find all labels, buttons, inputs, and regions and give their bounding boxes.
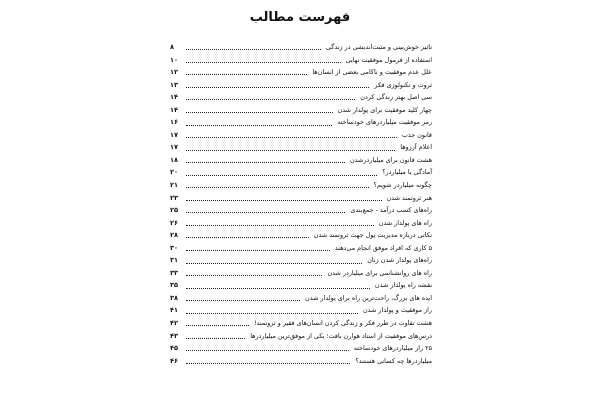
toc-entry-title: ایده های بزرگ، راحت‌ترین راه برای پولدار شدن xyxy=(305,293,432,302)
dot-leader xyxy=(186,224,374,226)
toc-entry-title: هشت قانون برای میلیاردرشدن xyxy=(349,155,432,164)
dot-leader xyxy=(186,73,307,75)
toc-entry[interactable] xyxy=(170,254,432,267)
toc-entry[interactable] xyxy=(170,355,432,368)
dot-leader xyxy=(186,61,341,63)
toc-entry[interactable] xyxy=(170,304,432,317)
toc-entry[interactable] xyxy=(170,267,432,280)
toc-entry[interactable] xyxy=(170,104,432,117)
dot-leader xyxy=(186,111,333,113)
toc-entry[interactable] xyxy=(170,154,432,167)
toc-entry-title: هشت تفاوت در طرز فکر و زندگی کردن انسان‌های فقیر و ثروتمند! xyxy=(253,319,432,328)
dot-leader xyxy=(186,287,370,289)
toc-entry-page-number: ۲۶ xyxy=(170,218,179,227)
toc-entry-page-number: ۱۰ xyxy=(170,55,179,64)
toc-entry-page-number: ۳۳ xyxy=(170,268,179,277)
toc-entry-page-number: ۲۰ xyxy=(170,168,179,177)
toc-entry[interactable] xyxy=(170,204,432,217)
toc-entry-title: نقشه راه پولدار شدن xyxy=(374,281,432,290)
toc-entry-page-number: ۲۱ xyxy=(170,181,179,190)
dot-leader xyxy=(186,124,332,126)
toc-entry-title: ۲۵ راز میلیاردرهای خودساخته xyxy=(353,344,432,353)
dot-leader xyxy=(186,98,355,100)
toc-entry-page-number: ۳۱ xyxy=(170,256,179,265)
toc-entry-page-number: ۱۸ xyxy=(170,155,179,164)
toc-entry[interactable] xyxy=(170,242,432,255)
toc-entry-page-number: ۱۴ xyxy=(170,105,179,114)
dot-leader xyxy=(186,262,362,264)
toc-entry[interactable] xyxy=(170,192,432,205)
dot-leader xyxy=(186,349,349,351)
dot-leader xyxy=(186,337,245,339)
toc-entry[interactable] xyxy=(170,54,432,67)
dot-leader xyxy=(186,136,397,138)
toc-entry-title: قانون جذب xyxy=(401,130,432,139)
toc-entry-page-number: ۳۰ xyxy=(170,243,179,252)
toc-entry-page-number: ۲۳ xyxy=(170,193,179,202)
dot-leader xyxy=(186,211,345,213)
toc-entry[interactable] xyxy=(170,229,432,242)
toc-entry-title: راه‌های پولدار شدن زنان xyxy=(367,256,432,265)
toc-entry-title: درس‌های موفقیت از استاد هوارن بافت؛ یکی از موفق‌ترین میلیاردرها xyxy=(250,331,432,340)
dot-leader xyxy=(186,249,330,251)
toc-entry-title: سی اصل بهتر زندگی کردن xyxy=(360,93,432,102)
toc-entry-page-number: ۴۲ xyxy=(170,319,179,328)
toc-entry[interactable] xyxy=(170,217,432,230)
toc-entry-title: چهار کلید موفقیت برای پولدار شدن xyxy=(337,105,432,114)
toc-entry-page-number: ۱۷ xyxy=(170,143,179,152)
toc-entry-title: استفاده از فرمول موفقیت نهایی xyxy=(345,55,432,64)
toc-entry-page-number: ۱۶ xyxy=(170,118,179,127)
toc-entry-title: علل عدم موفقیت و ناکامی بعضی از انسان‌ها xyxy=(312,68,432,77)
dot-leader xyxy=(186,161,345,163)
toc-entry-page-number: ۴۳ xyxy=(170,331,179,340)
toc-entry-title: رمز موفقیت میلیاردرهای خودساخته xyxy=(337,118,432,127)
toc-entry[interactable] xyxy=(170,141,432,154)
toc-entry[interactable] xyxy=(170,330,432,343)
toc-entry-title: چگونه میلیاردر شویم؟ xyxy=(373,181,432,190)
toc-entry-title: راز موفقیت و پولدار شدن xyxy=(362,306,432,315)
toc-entry[interactable] xyxy=(170,279,432,292)
toc-entry-title: راه های روانشناسی برای میلیاردر شدن xyxy=(327,268,432,277)
toc-entry-page-number: ۴۱ xyxy=(170,306,179,315)
toc-entry[interactable] xyxy=(170,179,432,192)
toc-entry[interactable] xyxy=(170,91,432,104)
toc-entry-page-number: ۱۴ xyxy=(170,93,179,102)
toc-entry-page-number: ۱۷ xyxy=(170,130,179,139)
toc-entry-page-number: ۱۳ xyxy=(170,80,179,89)
toc-entry[interactable] xyxy=(170,116,432,129)
toc-entry[interactable] xyxy=(170,342,432,355)
toc-entry[interactable] xyxy=(170,166,432,179)
toc-entry[interactable] xyxy=(170,317,432,330)
toc-entry-title: اعلام آرزوها xyxy=(400,143,432,152)
toc-entry-page-number: ۴۶ xyxy=(170,356,179,365)
toc-entry-page-number: ۳۸ xyxy=(170,293,179,302)
toc-entry-page-number: ۲۸ xyxy=(170,231,179,240)
toc-entry-page-number: ۲۵ xyxy=(170,206,179,215)
toc-entry-title: راه‌های کسب درآمد - جمع‌بندی xyxy=(350,206,432,215)
dot-leader xyxy=(186,186,369,188)
toc-entry-page-number: ۸ xyxy=(170,43,175,51)
toc-entry[interactable] xyxy=(170,66,432,79)
dot-leader xyxy=(186,149,395,151)
toc-entry-title: آمادگی یا میلیاردر؟ xyxy=(382,168,432,177)
toc-entry-title: تاثیر خوش‌بینی و مثبت‌اندیشی در زندگی xyxy=(325,43,432,51)
page-title: فهرست مطالب xyxy=(249,10,351,25)
toc-list xyxy=(170,41,432,367)
dot-leader xyxy=(186,274,322,276)
toc-entry-title: ۵ کاری که افراد موفق انجام می‌دهند xyxy=(334,243,432,252)
toc-entry-title: راه های پولدار شدن xyxy=(378,218,432,227)
dot-leader xyxy=(186,199,382,201)
dot-leader xyxy=(186,324,249,326)
toc-entry-title: نکاتی درباره مدیریت پول جهت ثروتمند شدن xyxy=(313,231,432,240)
toc-entry[interactable] xyxy=(170,129,432,142)
toc-entry[interactable] xyxy=(170,41,432,54)
dot-leader xyxy=(186,86,369,88)
toc-entry-page-number: ۳۵ xyxy=(170,281,179,290)
toc-entry-page-number: ۴۵ xyxy=(170,344,179,353)
toc-entry-title: میلیاردرها چه کسانی هستند؟ xyxy=(355,356,432,365)
dot-leader xyxy=(186,362,350,364)
toc-entry[interactable] xyxy=(170,79,432,92)
toc-entry-page-number: ۱۲ xyxy=(170,68,179,77)
dot-leader xyxy=(186,299,300,301)
dot-leader xyxy=(186,312,358,314)
toc-entry[interactable] xyxy=(170,292,432,305)
dot-leader xyxy=(186,48,321,50)
toc-entry-title: هنر ثروتمند شدن xyxy=(386,193,432,202)
toc-entry-title: ثروت و تکنولوژی فکر xyxy=(374,80,432,89)
dot-leader xyxy=(186,174,377,176)
dot-leader xyxy=(186,236,309,238)
